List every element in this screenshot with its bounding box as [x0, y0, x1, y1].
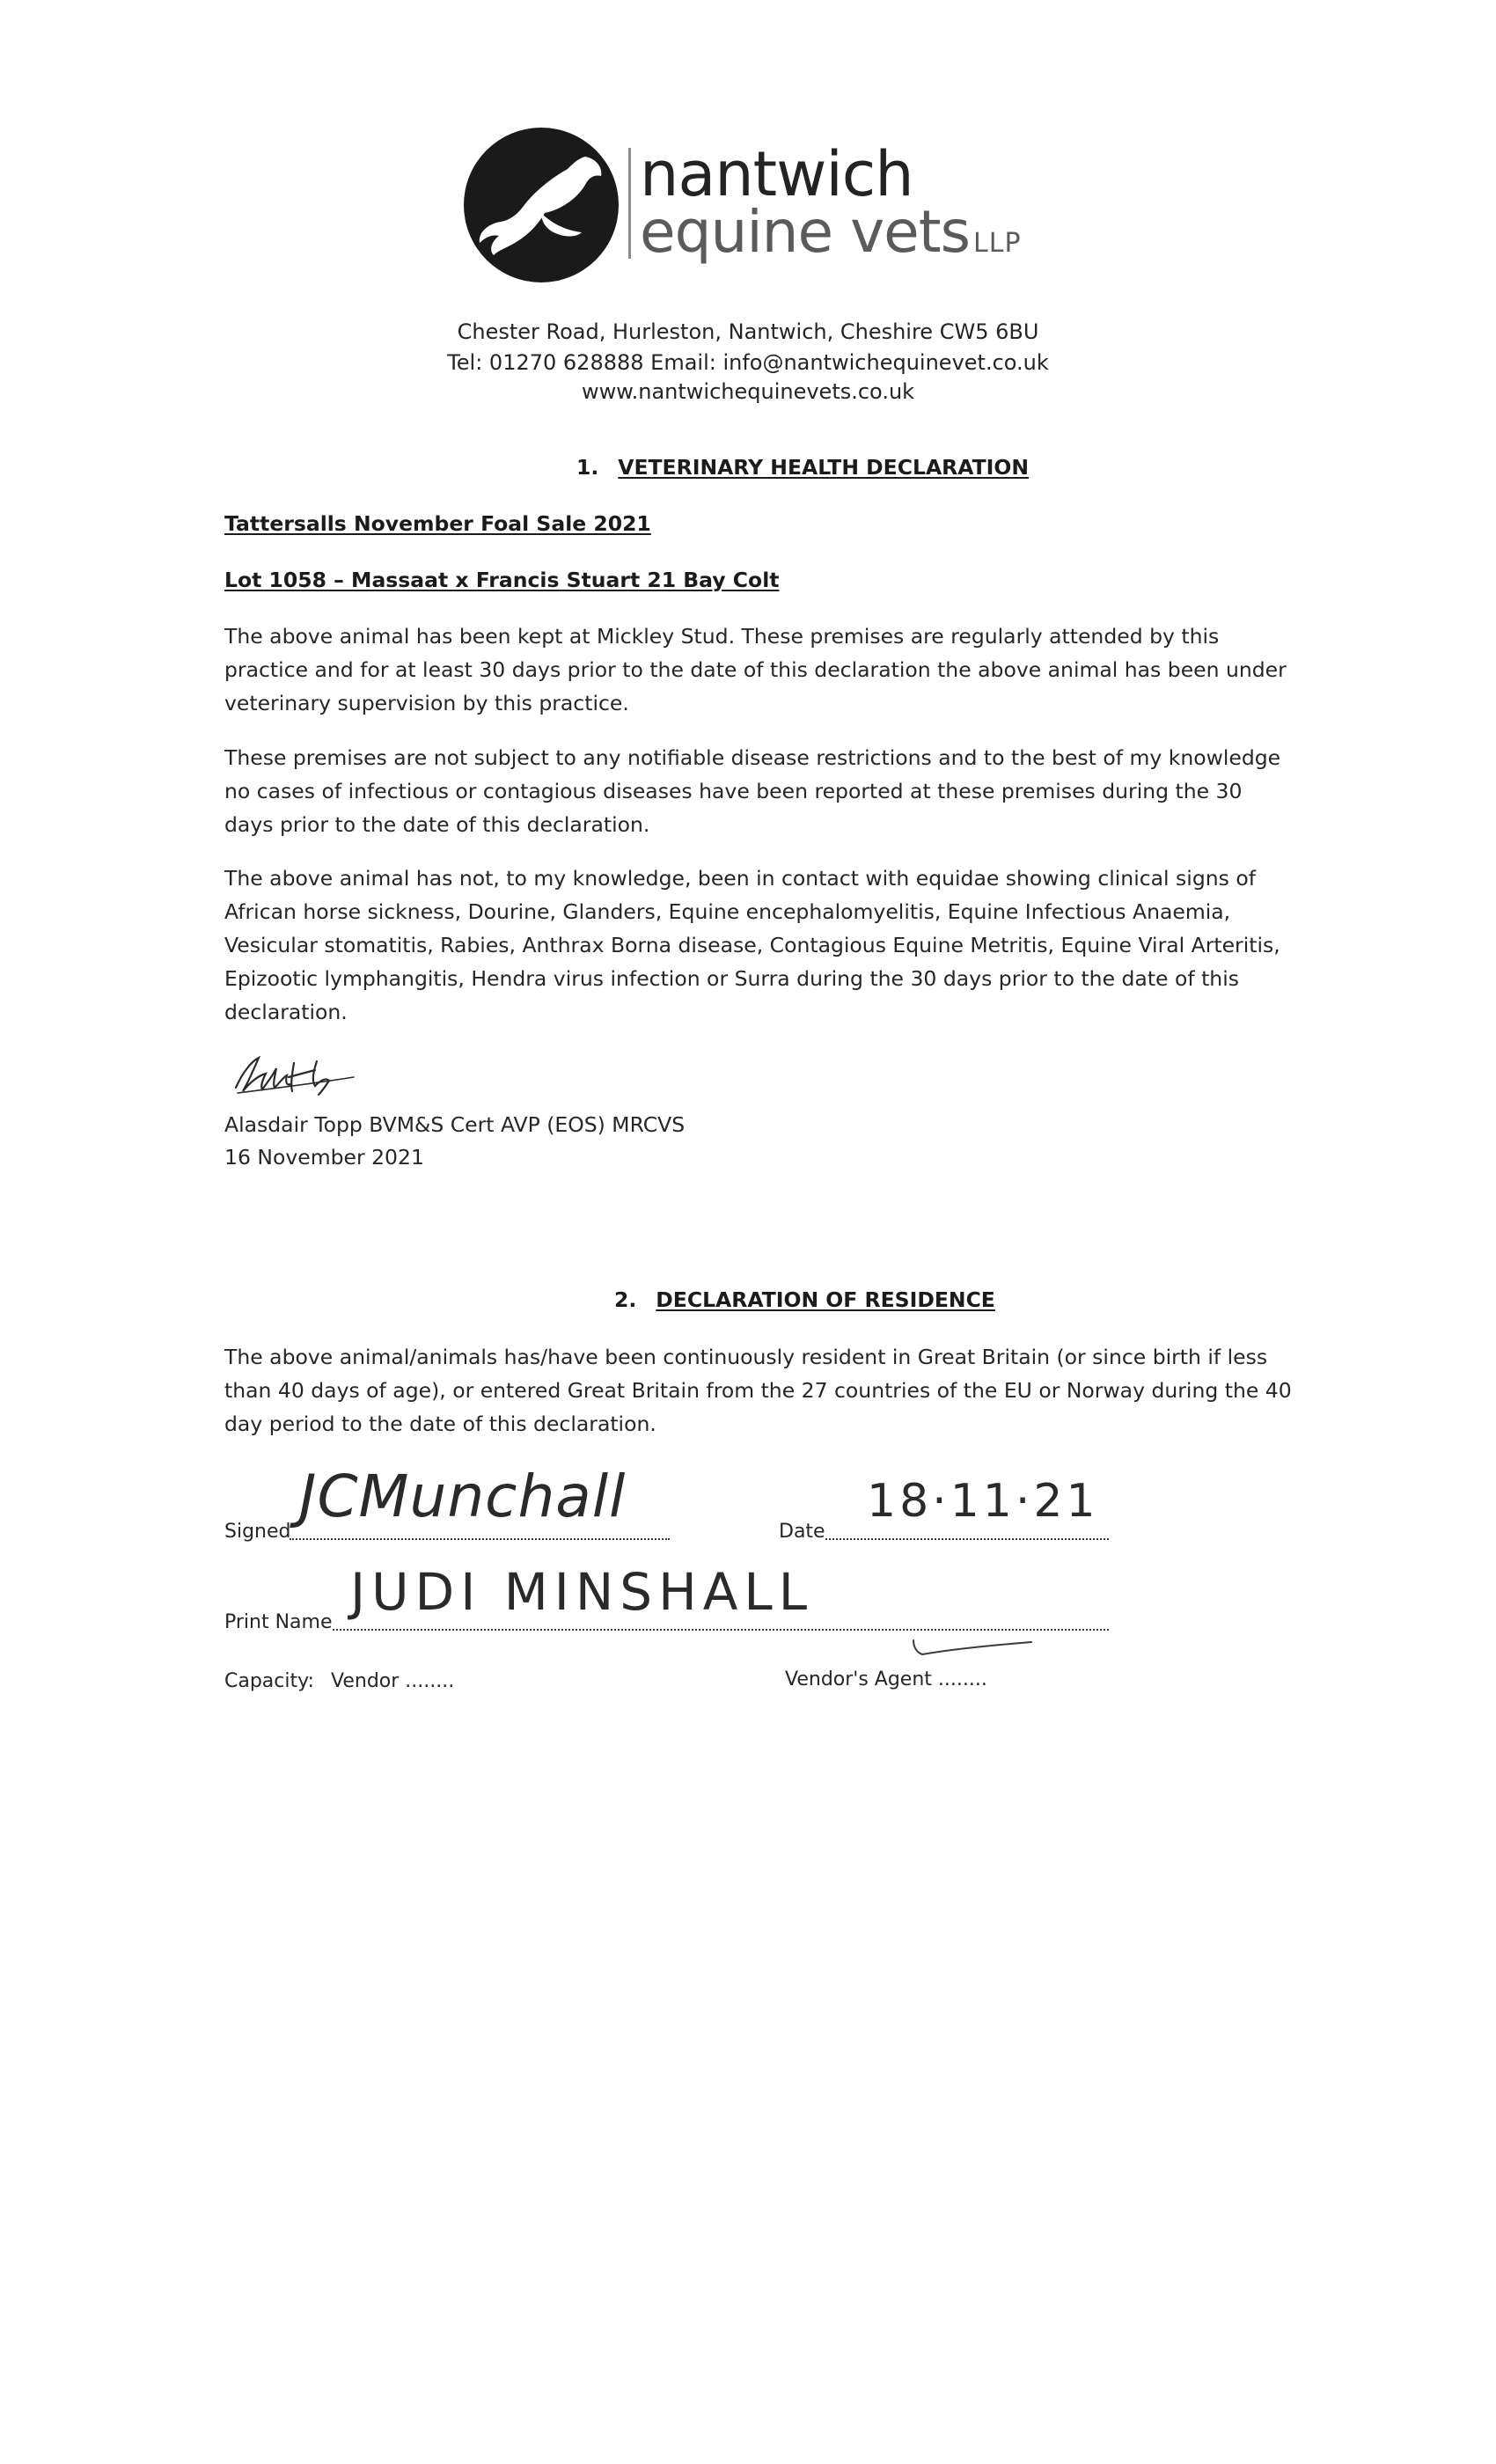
supervision-paragraph: The above animal has been kept at Mickley Stud. These premises are regularly attended by this practice and for at least 30 days prior to the date of this declaration the above animal has been under veterinary supervision by this practice. — [224, 624, 1287, 715]
practice-logo — [453, 121, 629, 289]
sale-title: Tattersalls November Foal Sale 2021 — [224, 511, 651, 536]
section2-heading — [614, 1287, 995, 1312]
residence-paragraph: The above animal/animals has/have been continuously resident in Great Britain (or since birth if less than 40 days of age), or entered Great Britain from the 27 countries of the EU or Norway during the 40 day period to the date of this declaration. — [224, 1345, 1292, 1436]
brand-subtitle — [640, 198, 1022, 266]
brand-sub-text: equine vets — [640, 198, 971, 266]
section1-title: VETERINARY HEALTH DECLARATION — [618, 455, 1030, 480]
date-label: Date — [779, 1521, 825, 1543]
print-name-handwriting: JUDI MINSHALL — [350, 1562, 814, 1622]
section2-title: DECLARATION OF RESIDENCE — [656, 1287, 995, 1312]
print-name-label: Print Name — [224, 1611, 333, 1633]
section1-number: 1. — [576, 455, 599, 480]
brand-name: nantwich — [640, 138, 913, 210]
signed-label: Signed — [224, 1521, 291, 1543]
contact-tel-email: Tel: 01270 628888 Email: info@nantwichequinevet.co.uk — [447, 350, 1049, 375]
contact-address: Chester Road, Hurleston, Nantwich, Cheshire CW5 6BU — [457, 319, 1039, 344]
print-name-line — [333, 1629, 1109, 1631]
section1-heading — [576, 455, 1030, 480]
lot-title: Lot 1058 – Massaat x Francis Stuart 21 Bay Colt — [224, 568, 780, 592]
vet-signature-image — [231, 1042, 363, 1104]
vendor-option: Vendor ........ — [331, 1670, 455, 1692]
section2-number: 2. — [614, 1287, 637, 1312]
vendors-agent-option: Vendor's Agent ........ — [785, 1668, 987, 1690]
pen-stroke-icon — [908, 1635, 1040, 1661]
brand-suffix: LLP — [973, 228, 1022, 259]
logo-divider — [628, 148, 631, 259]
signed-line — [290, 1538, 670, 1540]
vet-signature — [231, 1042, 363, 1104]
vet-signatory: Alasdair Topp BVM&S Cert AVP (EOS) MRCVS — [224, 1112, 686, 1137]
horse-logo-icon — [453, 121, 629, 289]
capacity-label: Capacity: — [224, 1670, 314, 1692]
contact-website: www.nantwichequinevets.co.uk — [581, 379, 915, 404]
disease-contact-paragraph: The above animal has not, to my knowledge, been in contact with equidae showing clinical signs of African horse sickness, Dourine, Glanders, Equine encephalomyelitis, Equine Infectious Anaemia, Vesicular stomatitis, Rabies, Anthrax Borna disease, Contagious Equine Metritis, Equine Viral Arteritis, Epizootic lymphangitis, Hendra virus infection or Surra during the 30 days prior to the date of this declaration. — [224, 866, 1280, 1024]
date-line — [825, 1538, 1109, 1540]
restrictions-paragraph: These premises are not subject to any notifiable disease restrictions and to the best of my knowledge no cases of infectious or contagious diseases have been reported at these premises during the 30 days prior to the date of this declaration. — [224, 745, 1281, 837]
vendors-agent-strike-mark — [908, 1635, 1040, 1661]
signed-handwriting: JCMunchall — [299, 1463, 627, 1530]
date-handwriting: 18·11·21 — [867, 1475, 1099, 1528]
vet-declaration-date: 16 November 2021 — [224, 1145, 424, 1170]
